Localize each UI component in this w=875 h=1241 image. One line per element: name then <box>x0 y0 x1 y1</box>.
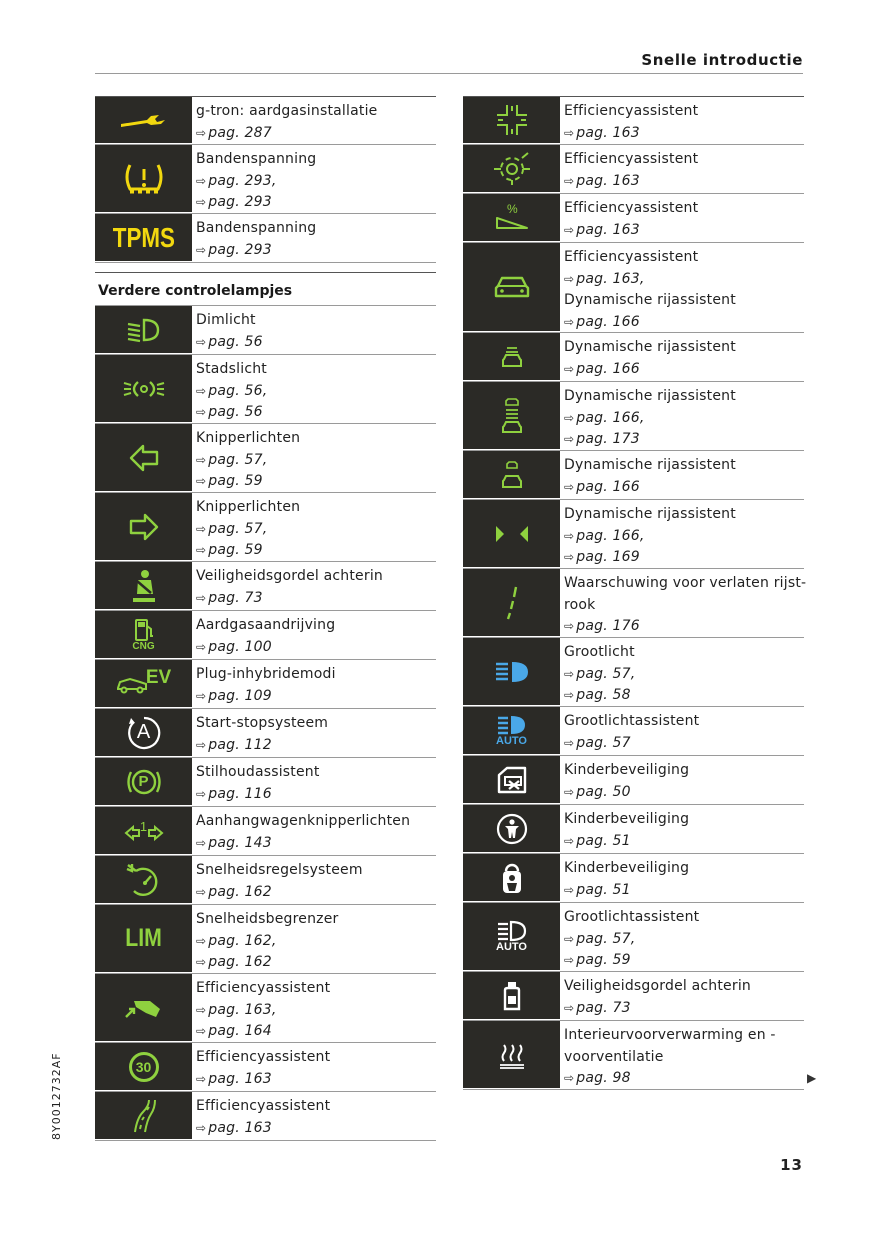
trailer-turn-signal-icon: 1 <box>95 807 192 855</box>
child-lock-person-icon <box>463 805 560 853</box>
row-label: Dynamische rijassistent <box>564 506 736 522</box>
page-number: 13 <box>780 1156 803 1174</box>
row-label: Grootlicht <box>564 644 635 660</box>
table-row <box>463 903 804 972</box>
table-row <box>95 660 436 709</box>
page-reference[interactable]: ⇨ pag. 50 <box>564 783 631 800</box>
parking-light-icon <box>95 355 192 423</box>
row-label: Bandenspanning <box>196 151 317 167</box>
row-label: Knipperlichten <box>196 499 301 515</box>
page-reference[interactable]: ⇨ pag. 162 <box>196 883 272 900</box>
page-reference[interactable]: ⇨ pag. 293 <box>196 194 272 210</box>
page-reference[interactable]: ⇨ pag. 73 <box>196 589 263 606</box>
page-reference[interactable]: ⇨ pag. 98 <box>564 1070 631 1086</box>
wrench-icon <box>95 97 192 144</box>
page-header-title: Snelle introductie <box>641 51 803 69</box>
page-reference[interactable]: ⇨ pag. 109 <box>196 687 272 704</box>
page-reference[interactable]: ⇨ pag. 51 <box>564 832 631 849</box>
row-label: Dynamische rijassistent <box>564 339 736 355</box>
row-label: rook <box>564 596 596 613</box>
table-row <box>463 382 804 451</box>
child-lock-seat-icon <box>463 854 560 902</box>
slope-percent-icon: % <box>463 194 560 242</box>
table-row <box>95 355 436 424</box>
table-row <box>463 972 804 1021</box>
row-label: Start-stopsysteem <box>196 715 329 731</box>
table-row <box>463 500 804 569</box>
table-row <box>463 707 804 756</box>
table-row <box>463 145 804 194</box>
page-reference[interactable]: ⇨ pag. 166, <box>564 527 645 544</box>
table-row <box>95 807 436 856</box>
table-row <box>95 1092 436 1141</box>
interior-heating-icon <box>463 1021 560 1089</box>
child-lock-window-icon <box>463 756 560 804</box>
page-reference[interactable]: ⇨ pag. 162, <box>196 932 277 949</box>
right-column <box>463 96 807 1090</box>
car-distance-icon <box>463 333 560 381</box>
page-reference[interactable]: ⇨ pag. 163, <box>196 1001 277 1018</box>
turn-right-arrow-icon <box>95 493 192 561</box>
table-row <box>463 638 804 707</box>
page-reference[interactable]: ⇨ pag. 58 <box>564 687 631 703</box>
page-reference[interactable]: ⇨ pag. 166 <box>564 313 640 330</box>
table-row <box>95 562 436 611</box>
table-row <box>463 854 804 903</box>
row-label: Aardgasaandrijving <box>196 617 336 633</box>
curve-road-icon <box>95 1092 192 1140</box>
page-reference[interactable]: ⇨ pag. 59 <box>196 473 263 489</box>
table-row <box>463 1021 804 1090</box>
row-label: Waarschuwing voor verlaten rijst- <box>564 575 807 591</box>
row-label: Efficiencyassistent <box>564 249 699 265</box>
rear-seatbelt-icon <box>95 562 192 610</box>
row-label: Dynamische rijassistent <box>564 292 736 308</box>
page-reference[interactable]: ⇨ pag. 166 <box>564 478 640 495</box>
page-reference[interactable]: ⇨ pag. 59 <box>564 952 631 968</box>
car-ev-icon: EV <box>95 660 192 708</box>
page-reference[interactable]: ⇨ pag. 176 <box>564 618 640 634</box>
table-row <box>95 306 436 355</box>
car-follow-icon <box>463 451 560 499</box>
row-label: Efficiencyassistent <box>196 1098 331 1114</box>
page-reference[interactable]: ⇨ pag. 166, <box>564 409 645 426</box>
page-reference[interactable]: ⇨ pag. 293 <box>196 241 272 258</box>
page-reference[interactable]: ⇨ pag. 112 <box>196 736 272 753</box>
table-row <box>95 611 436 660</box>
row-label: Grootlichtassistent <box>564 713 700 729</box>
left-column <box>95 96 436 1141</box>
low-beam-icon <box>95 306 192 354</box>
speed-sign-30-icon: 30 <box>95 1043 192 1091</box>
page-reference[interactable]: ⇨ pag. 116 <box>196 785 272 802</box>
page-reference[interactable]: ⇨ pag. 163 <box>564 124 640 141</box>
rear-seatbelt-white-icon <box>463 972 560 1020</box>
page-reference[interactable]: ⇨ pag. 163 <box>196 1119 272 1136</box>
efficiency-hand-icon <box>95 974 192 1042</box>
row-label: Dynamische rijassistent <box>564 388 736 404</box>
cng-fuel-pump-icon: CNG <box>95 611 192 659</box>
page-reference[interactable]: ⇨ pag. 56, <box>196 382 268 399</box>
page-reference[interactable]: ⇨ pag. 57 <box>564 734 631 751</box>
page-reference[interactable]: ⇨ pag. 163 <box>564 221 640 238</box>
table-row <box>95 758 436 807</box>
high-beam-auto-blue-icon: AUTO <box>463 707 560 755</box>
continue-arrow-icon: ▶ <box>807 1071 817 1085</box>
page-reference[interactable]: ⇨ pag. 100 <box>196 638 272 655</box>
row-label: Bandenspanning <box>196 220 317 236</box>
page-reference[interactable]: ⇨ pag. 293, <box>196 172 277 189</box>
intersection-icon <box>463 97 560 144</box>
table-row <box>463 96 804 145</box>
table-row <box>95 1043 436 1092</box>
row-label: Efficiencyassistent <box>196 980 331 996</box>
table-row <box>463 194 804 243</box>
row-label: Aanhangwagenknipperlichten <box>196 813 411 829</box>
car-distance-two-icon <box>463 382 560 450</box>
section-title: Verdere controlelampjes <box>95 272 436 306</box>
table-row <box>463 451 804 500</box>
tire-pressure-icon <box>95 145 192 213</box>
speed-limiter-icon: LIM <box>95 905 192 973</box>
table-row <box>463 243 804 333</box>
page-reference[interactable]: ⇨ pag. 57, <box>564 930 636 947</box>
page-reference[interactable]: ⇨ pag. 143 <box>196 834 272 851</box>
row-label: Efficiencyassistent <box>196 1049 331 1065</box>
page-reference[interactable]: ⇨ pag. 57, <box>196 520 268 537</box>
table-row <box>95 96 436 145</box>
page-reference[interactable]: ⇨ pag. 59 <box>196 542 263 558</box>
row-label: Kinderbeveiliging <box>564 762 690 778</box>
row-label: Veiligheidsgordel achterin <box>196 568 383 584</box>
row-label: Dynamische rijassistent <box>564 457 736 473</box>
high-beam-icon <box>463 638 560 706</box>
row-label: Grootlichtassistent <box>564 909 700 925</box>
turn-left-arrow-icon <box>95 424 192 492</box>
row-label: Veiligheidsgordel achterin <box>564 978 751 994</box>
high-beam-auto-white-icon: AUTO <box>463 903 560 971</box>
cruise-control-icon <box>95 856 192 904</box>
page-reference[interactable]: ⇨ pag. 169 <box>564 549 640 565</box>
row-label: voorventilatie <box>564 1048 664 1065</box>
table-row <box>463 756 804 805</box>
row-label: Dimlicht <box>196 312 256 328</box>
table-row <box>95 214 436 263</box>
row-label: Stadslicht <box>196 361 267 377</box>
page-reference[interactable]: ⇨ pag. 163, <box>564 270 645 287</box>
row-label: g-tron: aardgasinstallatie <box>196 103 378 119</box>
page-reference[interactable]: ⇨ pag. 57, <box>196 451 268 468</box>
row-label: Kinderbeveiliging <box>564 811 690 827</box>
row-label: Interieurvoorverwarming en - <box>564 1027 776 1043</box>
tpms-text-icon: TPMS <box>95 214 192 262</box>
table-row <box>95 493 436 562</box>
row-label: Knipperlichten <box>196 430 301 446</box>
lane-triangles-icon <box>463 500 560 568</box>
table-row <box>95 905 436 974</box>
page-reference[interactable]: ⇨ pag. 164 <box>196 1023 272 1039</box>
hold-assist-icon: P <box>95 758 192 806</box>
row-label: Efficiencyassistent <box>564 103 699 119</box>
table-row <box>95 856 436 905</box>
table-row <box>463 805 804 854</box>
page-reference[interactable]: ⇨ pag. 56 <box>196 333 263 350</box>
page-reference[interactable]: ⇨ pag. 287 <box>196 124 272 141</box>
roundabout-icon <box>463 145 560 193</box>
row-label: Plug-inhybridemodi <box>196 666 336 682</box>
table-row <box>95 145 436 214</box>
start-stop-icon: A <box>95 709 192 757</box>
row-label: Kinderbeveiliging <box>564 860 690 876</box>
page-reference[interactable]: ⇨ pag. 166 <box>564 360 640 377</box>
page-reference[interactable]: ⇨ pag. 73 <box>564 999 631 1016</box>
lane-departure-icon <box>463 569 560 637</box>
table-row <box>95 974 436 1043</box>
row-label: Snelheidsbegrenzer <box>196 911 339 927</box>
table-row <box>463 569 807 638</box>
page-reference[interactable]: ⇨ pag. 57, <box>564 665 636 682</box>
page-reference[interactable]: ⇨ pag. 163 <box>196 1070 272 1087</box>
table-row <box>95 424 436 493</box>
row-label: Stilhoudassistent <box>196 764 320 780</box>
page-reference[interactable]: ⇨ pag. 163 <box>564 172 640 189</box>
table-row <box>463 333 804 382</box>
table-row <box>95 709 436 758</box>
row-label: Snelheidsregelsysteem <box>196 862 363 878</box>
row-label: Efficiencyassistent <box>564 200 699 216</box>
car-front-icon <box>463 243 560 332</box>
page-reference[interactable]: ⇨ pag. 173 <box>564 431 640 447</box>
page-reference[interactable]: ⇨ pag. 162 <box>196 954 272 970</box>
page-reference[interactable]: ⇨ pag. 51 <box>564 881 631 898</box>
header-rule <box>95 73 803 74</box>
row-label: Efficiencyassistent <box>564 151 699 167</box>
page-reference[interactable]: ⇨ pag. 56 <box>196 404 263 420</box>
document-code: 8Y0012732AF <box>50 1052 63 1140</box>
